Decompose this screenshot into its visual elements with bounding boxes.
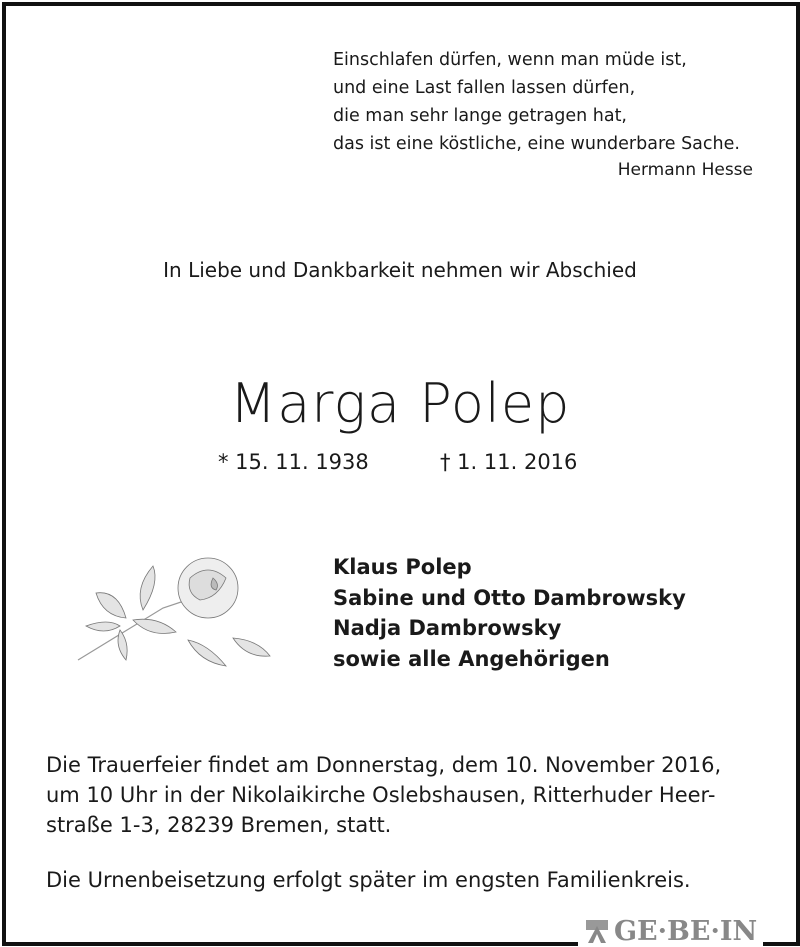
poem-line: die man sehr lange getragen hat,	[333, 106, 627, 126]
death-date: † 1. 11. 2016	[440, 450, 578, 474]
publisher-logo	[578, 915, 763, 947]
family-member: sowie alle Angehörigen	[333, 646, 610, 671]
rose-illustration	[68, 548, 273, 674]
poem-author: Hermann Hesse	[617, 160, 753, 180]
deceased-name: Marga Polep	[229, 372, 571, 435]
service-info	[46, 750, 761, 840]
poem-line: das ist eine köstliche, eine wunderbare Sache.	[333, 134, 740, 154]
service-line: Die Trauerfeier findet am Donnerstag, dem 10. November 2016,	[46, 753, 722, 777]
poem-line: Einschlafen dürfen, wenn man müde ist,	[333, 50, 687, 70]
family-member: Sabine und Otto Dambrowsky	[333, 585, 686, 610]
intro-text: In Liebe und Dankbarkeit nehmen wir Abschied	[163, 258, 637, 282]
birth-date: * 15. 11. 1938	[218, 450, 369, 474]
family-list	[333, 552, 686, 674]
family-member: Klaus Polep	[333, 555, 472, 579]
service-line: um 10 Uhr in der Nikolaikirche Oslebshausen, Ritterhuder Heer-	[46, 783, 716, 807]
poem-line: und eine Last fallen lassen dürfen,	[333, 78, 636, 98]
person-icon	[584, 918, 610, 944]
poem	[333, 46, 740, 158]
burial-info: Die Urnenbeisetzung erfolgt später im engsten Familienkreis.	[46, 868, 691, 892]
logo-text: GE·BE·IN	[614, 915, 758, 947]
family-member: Nadja Dambrowsky	[333, 616, 562, 640]
service-line: straße 1-3, 28239 Bremen, statt.	[46, 813, 392, 837]
